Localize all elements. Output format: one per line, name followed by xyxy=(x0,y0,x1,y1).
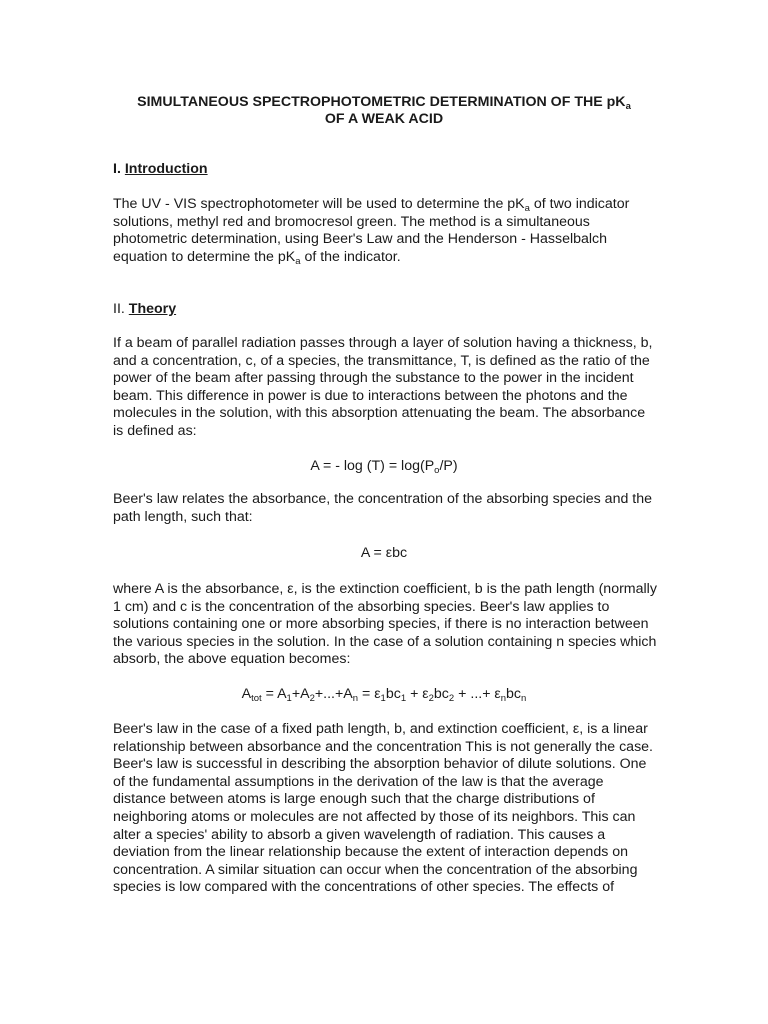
theory-paragraph-1: If a beam of parallel radiation passes through a layer of solution having a thickness, b, and a concentration, c, of a species, the transmittance, T, is defined as the ratio of the power of the beam after passing through the substance to the power in the incident beam. This difference in power is due to interactions between the photons and the molecules in the solution, with this absorption attenuating the beam. The absorbance is defined as: xyxy=(113,335,653,439)
equation-absorbance: A = - $\log (T) = \log(P_o/P)$ xyxy=(310,458,458,476)
equation-total-absorbance: $A_{tot} = A_1+A_2+...+A_n = \varepsilon_1bc_1 + \varepsilon_2bc_2$ + ...+ $\varepsilon_nbc_n$ xyxy=(241,686,527,704)
section-2-heading: II. Theory xyxy=(113,301,177,317)
document-title xyxy=(0,94,768,128)
theory-paragraph-2: Beer's law relates the absorbance, the concentration of the absorbing species and the path length, such that: xyxy=(113,491,653,525)
section-1-heading: I. Introduction xyxy=(113,161,208,177)
equation-beers-law: A = εbc xyxy=(360,545,408,561)
theory-paragraph-3: where A is the absorbance, ε, is the extinction coefficient, b is the path length (normally 1 cm) and c is the concentration of the absorbing species. Beer's law applies to solutions containing one or more absorbing species, if there is no interaction between the various species in the solution. In the case of a solution containing n species which absorb, the above equation becomes: xyxy=(113,581,657,668)
title-line-1: SIMULTANEOUS SPECTROPHOTOMETRIC DETERMINATION OF THE $pK_a$ xyxy=(137,94,631,112)
theory-paragraph-4: Beer's law in the case of a fixed path length, b, and extinction coefficient, ε, is a linear relationship between absorbance and the concentration This is not generally the case. Beer's law is successful in describing the absorption behavior of dilute solutions. One of the fundamental assumptions in the derivation of the law is that the average distance between atoms is large enough such that the charge distributions of neighboring atoms or molecules are not affected by those of its neighbors. This can alter a species' ability to absorb a given wavelength of radiation. This causes a deviation from the linear relationship because the extent of interaction depends on concentration. A similar situation can occur when the concentration of the absorbing species is low compared with the concentrations of other species. The effects of xyxy=(113,721,653,896)
introduction-paragraph: The UV - VIS spectrophotometer will be used to determine the $pK_a$ of two indicator solutions, methyl red and bromocresol green. The method is a simultaneous photometric determination, using Beer's Law and the Henderson - Hasselbalch equation to determine the $pK_a$ of the indicator. xyxy=(113,196,630,267)
title-line-2: OF A WEAK ACID xyxy=(324,111,444,127)
